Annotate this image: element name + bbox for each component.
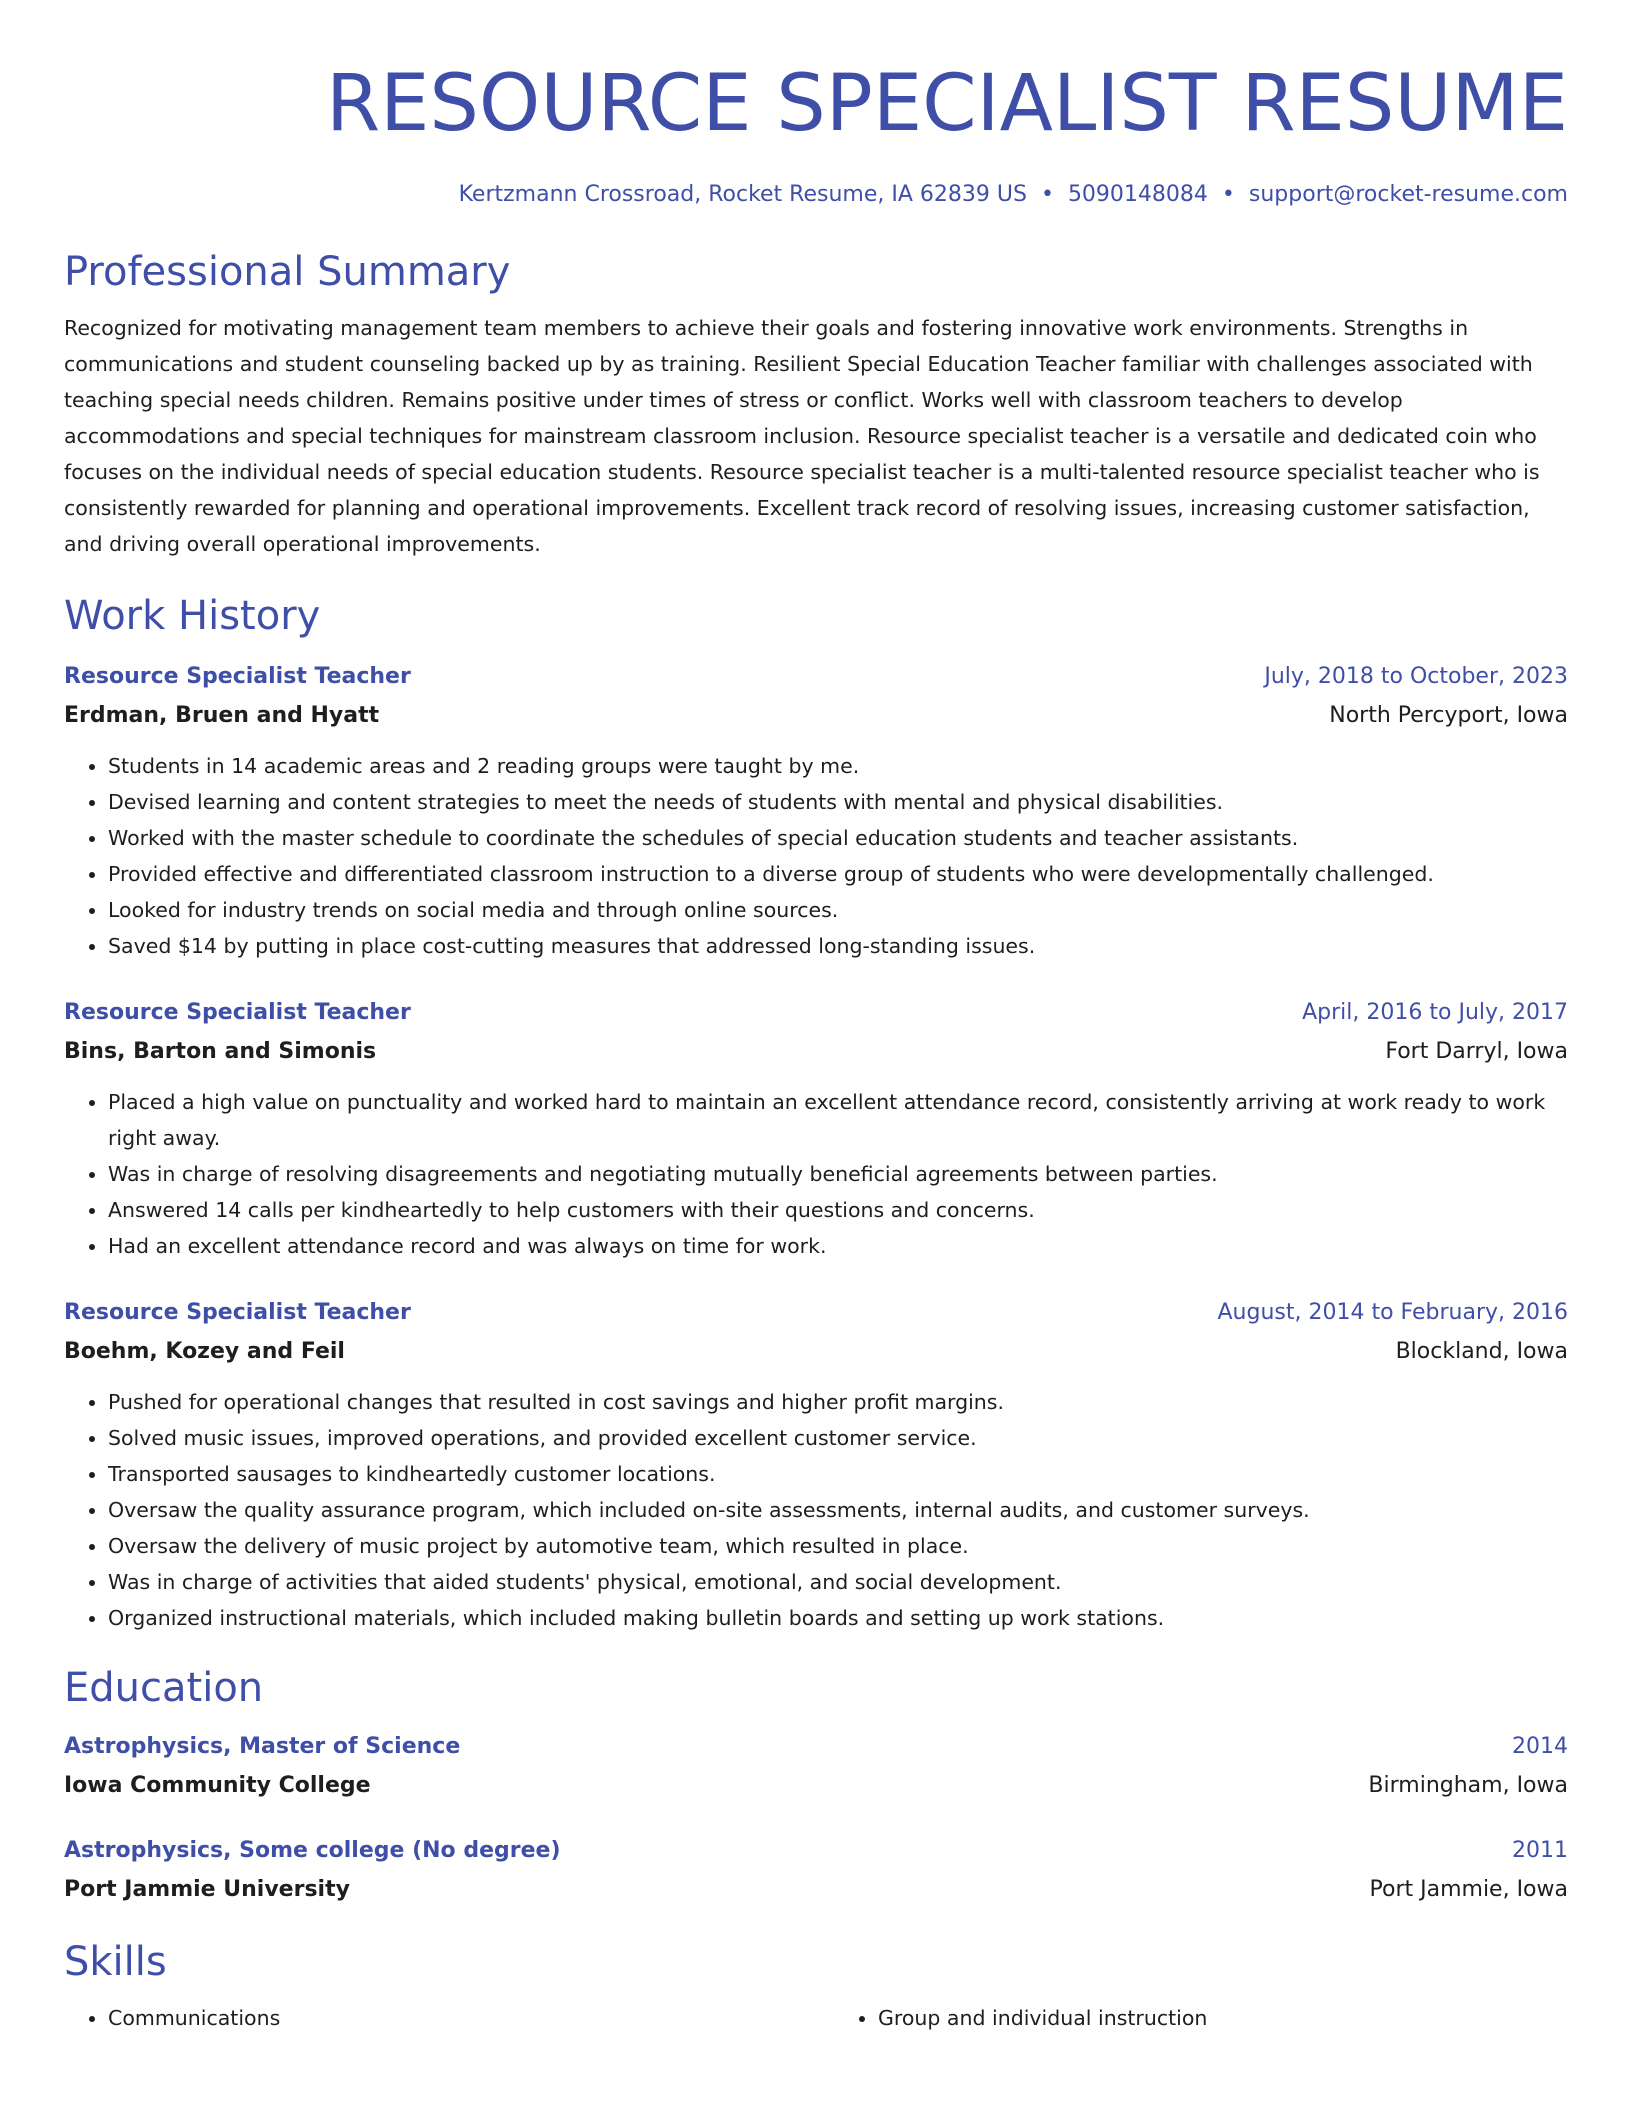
job-title-row (64, 1294, 1568, 1332)
job-entry (64, 1294, 1568, 1636)
education-year: 2014 (1512, 1734, 1568, 1759)
contact-separator: • (1040, 182, 1054, 207)
job-bullets (64, 748, 1568, 964)
education-school-row (64, 1870, 1568, 1910)
job-bullet: • Oversaw the quality assurance program, which included on-site assessments, internal audits, and customer surveys. (108, 1492, 1568, 1528)
skill-item: • Group and individual instruction (878, 2000, 1568, 2036)
job-location: Fort Darryl, Iowa (1385, 1039, 1568, 1064)
skills-column-left (64, 2000, 798, 2036)
job-title: Resource Specialist Teacher (64, 1300, 411, 1325)
education-location: Port Jammie, Iowa (1369, 1877, 1568, 1902)
job-bullet: • Looked for industry trends on social media and through online sources. (108, 892, 1568, 928)
work-history-heading: Work History (64, 593, 321, 639)
job-bullet: • Pushed for operational changes that resulted in cost savings and higher profit margins. (108, 1384, 1568, 1420)
job-bullet: • Solved music issues, improved operations, and provided excellent customer service. (108, 1420, 1568, 1456)
education-heading: Education (64, 1665, 264, 1711)
job-title-row (64, 994, 1568, 1032)
job-bullet: • Oversaw the delivery of music project by automotive team, which resulted in place. (108, 1528, 1568, 1564)
skill-item: • Communications (108, 2000, 798, 2036)
resume-page (64, 0, 1568, 2036)
education-school: Port Jammie University (64, 1877, 350, 1902)
job-company: Boehm, Kozey and Feil (64, 1339, 345, 1364)
contact-email: support@rocket-resume.com (1248, 182, 1568, 207)
contact-line (64, 180, 1568, 210)
contact-phone: 5090148084 (1067, 182, 1208, 207)
job-title: Resource Specialist Teacher (64, 664, 411, 689)
job-location: Blockland, Iowa (1395, 1339, 1568, 1364)
job-bullet: • Was in charge of activities that aided students' physical, emotional, and social development. (108, 1564, 1568, 1600)
job-bullets (64, 1384, 1568, 1636)
job-dates: July, 2018 to October, 2023 (1264, 664, 1568, 689)
education-entry (64, 1728, 1568, 1806)
job-company-row (64, 1032, 1568, 1072)
summary-heading: Professional Summary (64, 249, 511, 295)
education-degree: Astrophysics, Master of Science (64, 1734, 461, 1759)
job-location: North Percyport, Iowa (1329, 703, 1568, 728)
job-bullet: • Answered 14 calls per kindheartedly to help customers with their questions and concerns. (108, 1192, 1568, 1228)
job-company: Bins, Barton and Simonis (64, 1039, 377, 1064)
job-company-row (64, 696, 1568, 736)
education-school-row (64, 1766, 1568, 1806)
summary-text: Recognized for motivating management team members to achieve their goals and fostering innovative work environments. Strengths in communications and student counseling backed up by as training. Resilient Special Education Teacher familiar with challenges associated with teaching special needs children. Remains positive under times of stress or conflict. Works well with classroom teachers to develop accommodations and special techniques for mainstream classroom inclusion. Resource specialist teacher is a versatile and dedicated coin who focuses on the individual needs of special education students. Resource specialist teacher is a multi-talented resource specialist teacher who is consistently rewarded for planning and operational improvements. Excellent track record of resolving issues, increasing customer satisfaction, and driving overall operational improvements. (64, 316, 1540, 556)
job-entry (64, 994, 1568, 1264)
job-bullet: • Students in 14 academic areas and 2 reading groups were taught by me. (108, 748, 1568, 784)
resume-title: RESOURCE SPECIALIST RESUME (325, 59, 1568, 149)
job-dates: April, 2016 to July, 2017 (1302, 1000, 1568, 1025)
job-title: Resource Specialist Teacher (64, 1000, 411, 1025)
job-bullet: • Organized instructional materials, which included making bulletin boards and setting up work stations. (108, 1600, 1568, 1636)
job-bullets (64, 1084, 1568, 1264)
job-bullet: • Worked with the master schedule to coordinate the schedules of special education students and teacher assistants. (108, 820, 1568, 856)
skills-list (64, 2000, 1568, 2036)
contact-address: Kertzmann Crossroad, Rocket Resume, IA 62839 US (458, 182, 1027, 207)
education-degree: Astrophysics, Some college (No degree) (64, 1838, 561, 1863)
job-bullet: • Provided effective and differentiated classroom instruction to a diverse group of students who were developmentally challenged. (108, 856, 1568, 892)
education-school: Iowa Community College (64, 1773, 371, 1798)
job-entry (64, 658, 1568, 964)
contact-separator: • (1221, 182, 1235, 207)
education-degree-row (64, 1832, 1568, 1870)
education-location: Birmingham, Iowa (1368, 1773, 1568, 1798)
job-bullet: • Placed a high value on punctuality and worked hard to maintain an excellent attendance record, consistently arriving at work ready to work right away. (108, 1084, 1568, 1156)
job-bullet: • Saved $14 by putting in place cost-cutting measures that addressed long-standing issues. (108, 928, 1568, 964)
job-bullet: • Transported sausages to kindheartedly customer locations. (108, 1456, 1568, 1492)
job-title-row (64, 658, 1568, 696)
job-bullet: • Devised learning and content strategies to meet the needs of students with mental and physical disabilities. (108, 784, 1568, 820)
job-company: Erdman, Bruen and Hyatt (64, 703, 380, 728)
job-bullet: • Was in charge of resolving disagreements and negotiating mutually beneficial agreements between parties. (108, 1156, 1568, 1192)
education-entry (64, 1832, 1568, 1910)
skills-column-right (798, 2000, 1568, 2036)
education-year: 2011 (1512, 1838, 1568, 1863)
job-bullet: • Had an excellent attendance record and was always on time for work. (108, 1228, 1568, 1264)
education-degree-row (64, 1728, 1568, 1766)
job-dates: August, 2014 to February, 2016 (1217, 1300, 1568, 1325)
job-company-row (64, 1332, 1568, 1372)
skills-heading: Skills (64, 1939, 167, 1985)
